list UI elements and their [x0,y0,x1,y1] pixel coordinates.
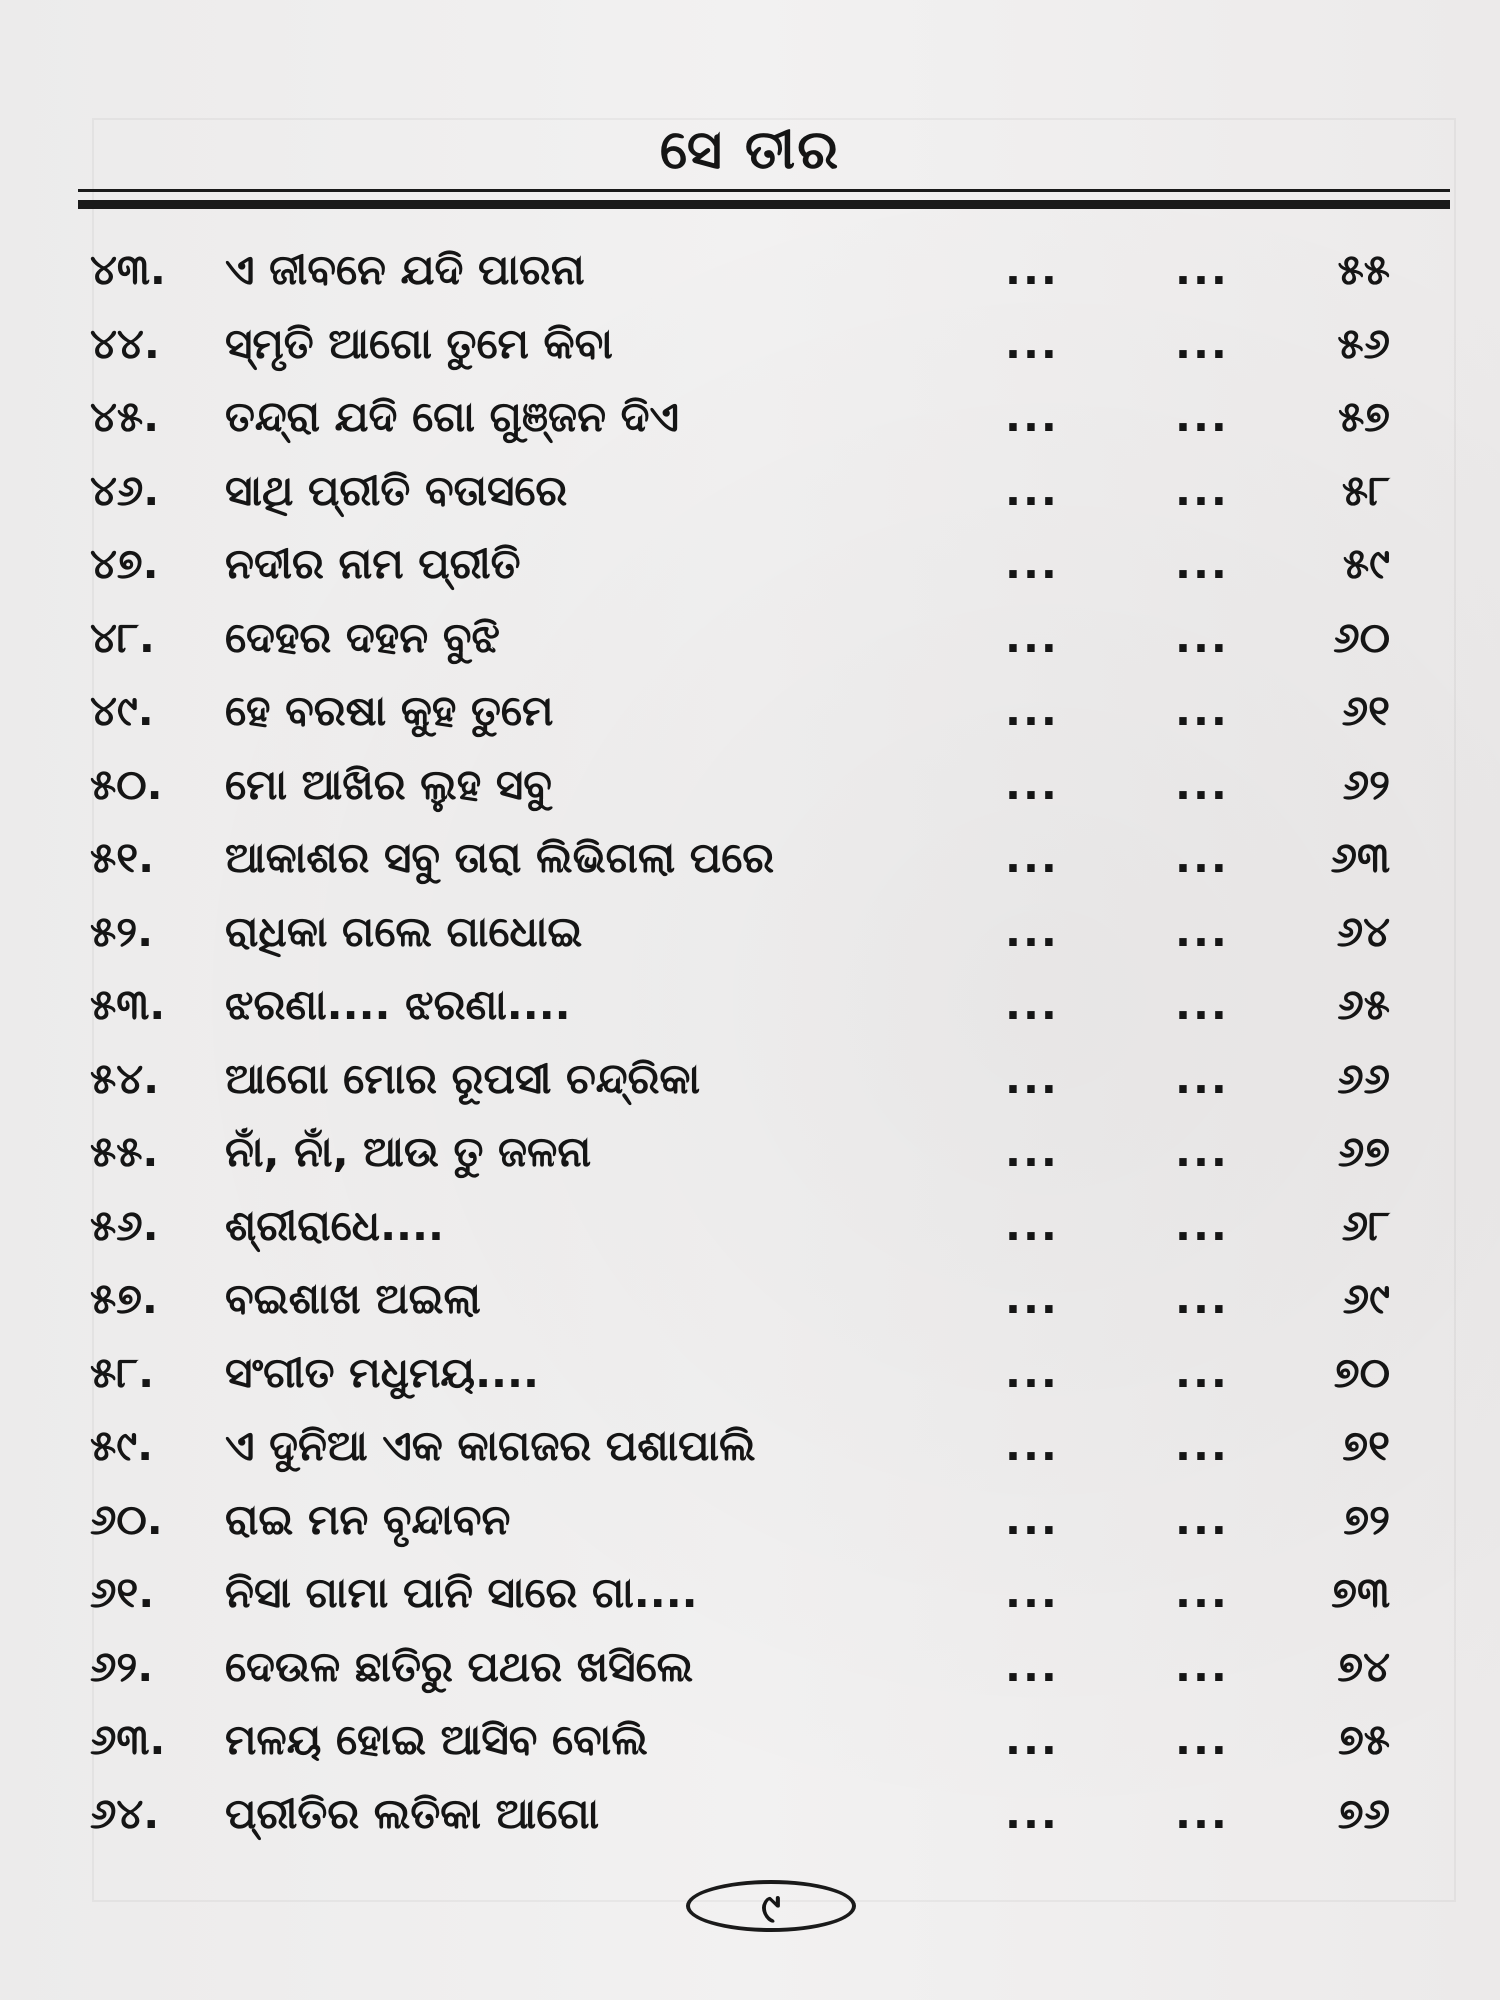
entry-page: ୭୪ [1337,1641,1390,1691]
entry-page: ୫୫ [1337,245,1390,294]
leader-dots: ... [1005,465,1059,515]
toc-entry [90,461,1390,535]
leader-dots: ... [1175,833,1229,882]
leader-dots: ... [1175,686,1229,735]
entry-page: ୬୩ [1330,833,1390,882]
entry-page: ୬୨ [1342,759,1390,809]
leader-dots: ... [1175,1347,1229,1397]
leader-dots: ... [1175,1788,1229,1838]
entry-number: ୪୫. [90,392,160,441]
leader-dots: ... [1005,759,1059,809]
leader-dots: ... [1175,1127,1229,1176]
entry-number: ୬୨. [90,1641,154,1691]
leader-dots: ... [1005,1127,1059,1176]
toc-entry [90,1784,1390,1858]
entry-title: ମଳୟ ହୋଇ ଆସିବ ବୋଲି [225,1715,648,1764]
toc-entry [90,387,1390,461]
entry-title: ହେ ବରଷା କୁହ ତୁମେ [225,686,554,735]
toc-entry [90,1049,1390,1123]
entry-title: ଆକାଶର ସବୁ ତାରା ଲିଭିଗଲା ପରେ [225,833,775,882]
entry-number: ୬୦. [90,1494,163,1544]
entry-title: ଏ ଜୀବନେ ଯଦି ପାରନା [225,245,585,294]
entry-page: ୬୦ [1333,612,1390,662]
leader-dots: ... [1175,465,1229,515]
toc-entry [90,902,1390,976]
entry-page: ୭୫ [1338,1715,1390,1764]
entry-number: ୪୯. [90,686,154,735]
leader-dots: ... [1175,392,1229,441]
entry-title: ବଇଶାଖ ଅଇଲା [225,1274,481,1323]
entry-number: ୪୩. [90,245,166,294]
entry-page: ୭୩ [1331,1568,1390,1617]
leader-dots: ... [1005,1421,1059,1470]
leader-dots: ... [1005,245,1059,294]
entry-title: ଝରଣା.... ଝରଣା.... [225,980,571,1029]
entry-page: ୭୬ [1337,1788,1390,1838]
entry-page: ୫୬ [1337,318,1390,368]
leader-dots: ... [1175,539,1229,588]
entry-number: ୫୮. [90,1347,155,1397]
leader-dots: ... [1005,1715,1059,1764]
leader-dots: ... [1005,612,1059,662]
toc-entry [90,608,1390,682]
leader-dots: ... [1175,1568,1229,1617]
entry-title: ସ୍ମୃତି ଆଗୋ ତୁମେ କିବା [225,318,613,368]
entry-title: ତନ୍ଦ୍ରା ଯଦି ଗୋ ଗୁଞ୍ଜନ ଦିଏ [225,392,680,441]
entry-number: ୫୪. [90,1053,160,1103]
toc-entry [90,828,1390,902]
entry-page: ୭୦ [1333,1347,1390,1397]
toc-entry [90,1710,1390,1784]
contents-list [90,240,1390,1857]
toc-entry [90,1122,1390,1196]
toc-entry [90,534,1390,608]
toc-entry [90,1490,1390,1564]
leader-dots: ... [1005,318,1059,368]
title-rule-thin [78,189,1450,192]
entry-number: ୬୧. [90,1568,155,1617]
entry-page: ୭୨ [1343,1494,1390,1544]
entry-page: ୭୧ [1342,1421,1390,1470]
leader-dots: ... [1005,980,1059,1029]
toc-entry [90,240,1390,314]
leader-dots: ... [1005,833,1059,882]
toc-entry [90,1343,1390,1417]
toc-entry [90,1637,1390,1711]
entry-title: ନିସା ଗାମା ପାନି ସାରେ ଗା.... [225,1568,698,1617]
leader-dots: ... [1005,906,1059,956]
entry-title: ରାଧିକା ଗଲେ ଗାଧୋଇ [225,906,583,956]
leader-dots: ... [1175,1421,1229,1470]
page-title: ସେ ତୀର [659,118,841,181]
entry-page: ୬୬ [1337,1053,1390,1103]
entry-title: ଆଗୋ ମୋର ରୂପସୀ ଚନ୍ଦ୍ରିକା [225,1053,701,1103]
entry-title: ଏ ଦୁନିଆ ଏକ କାଗଜର ପଶାପାଲି [225,1421,756,1470]
entry-number: ୫୨. [90,906,154,956]
leader-dots: ... [1175,1053,1229,1103]
entry-title: ପ୍ରୀତିର ଲତିକା ଆଗୋ [225,1788,600,1838]
toc-entry [90,1563,1390,1637]
entry-title: ଦେହର ଦହନ ବୁଝି [225,612,500,662]
entry-title: ନଦୀର ନାମ ପ୍ରୀତି [225,539,521,588]
toc-entry [90,975,1390,1049]
entry-title: ଦେଉଳ ଛାତିରୁ ପଥର ଖସିଲେ [225,1641,694,1691]
entry-page: ୬୯ [1342,1274,1390,1323]
leader-dots: ... [1005,1200,1059,1250]
leader-dots: ... [1005,1568,1059,1617]
leader-dots: ... [1175,980,1229,1029]
leader-dots: ... [1005,1347,1059,1397]
leader-dots: ... [1005,539,1059,588]
toc-entry [90,314,1390,388]
entry-number: ୫୬. [90,1200,159,1250]
entry-number: ୪୭. [90,539,159,588]
entry-page: ୬୧ [1341,686,1390,735]
entry-number: ୫୦. [90,759,163,809]
leader-dots: ... [1175,612,1229,662]
leader-dots: ... [1175,245,1229,294]
entry-number: ୬୩. [90,1715,166,1764]
entry-title: ସାଥି ପ୍ରୀତି ବତାସରେ [225,465,568,515]
leader-dots: ... [1175,1200,1229,1250]
entry-page: ୬୪ [1336,906,1390,956]
entry-number: ୪୮. [90,612,155,662]
entry-title: ସଂଗୀତ ମଧୁମୟ.... [225,1347,539,1397]
entry-page: ୬୮ [1341,1200,1390,1250]
entry-page: ୬୫ [1337,980,1390,1029]
entry-number: ୫୩. [90,980,166,1029]
entry-number: ୪୪. [90,318,160,368]
toc-entry [90,755,1390,829]
toc-entry [90,1269,1390,1343]
leader-dots: ... [1175,1641,1229,1691]
leader-dots: ... [1175,1274,1229,1323]
entry-number: ୪୬. [90,465,160,515]
entry-page: ୬୭ [1337,1127,1390,1176]
leader-dots: ... [1005,1494,1059,1544]
entry-number: ୫୫. [90,1127,159,1176]
leader-dots: ... [1005,1788,1059,1838]
leader-dots: ... [1175,906,1229,956]
leader-dots: ... [1175,1715,1229,1764]
leader-dots: ... [1175,1494,1229,1544]
entry-page: ୫୭ [1338,392,1390,441]
leader-dots: ... [1175,318,1229,368]
entry-number: ୫୯. [90,1421,154,1470]
entry-title: ଶ୍ରୀରାଧେ.... [225,1200,444,1250]
title-rule-thick [78,200,1450,209]
entry-title: ମୋ ଆଖିର ଲୁହ ସବୁ [225,759,552,809]
leader-dots: ... [1005,1641,1059,1691]
entry-title: ରାଇ ମନ ବୃନ୍ଦାବନ [225,1494,511,1544]
entry-page: ୫୮ [1341,465,1390,515]
leader-dots: ... [1005,1053,1059,1103]
entry-page: ୫୯ [1342,539,1390,588]
toc-entry [90,1196,1390,1270]
leader-dots: ... [1005,1274,1059,1323]
toc-entry [90,681,1390,755]
entry-number: ୫୧. [90,833,155,882]
entry-number: ୫୭. [90,1274,158,1323]
page-number: ୯ [686,1880,856,1932]
leader-dots: ... [1175,759,1229,809]
entry-number: ୬୪. [90,1788,160,1838]
leader-dots: ... [1005,686,1059,735]
entry-title: ନାଁ, ନାଁ, ଆଉ ତୁ ଜଳନା [225,1127,592,1176]
leader-dots: ... [1005,392,1059,441]
toc-entry [90,1416,1390,1490]
